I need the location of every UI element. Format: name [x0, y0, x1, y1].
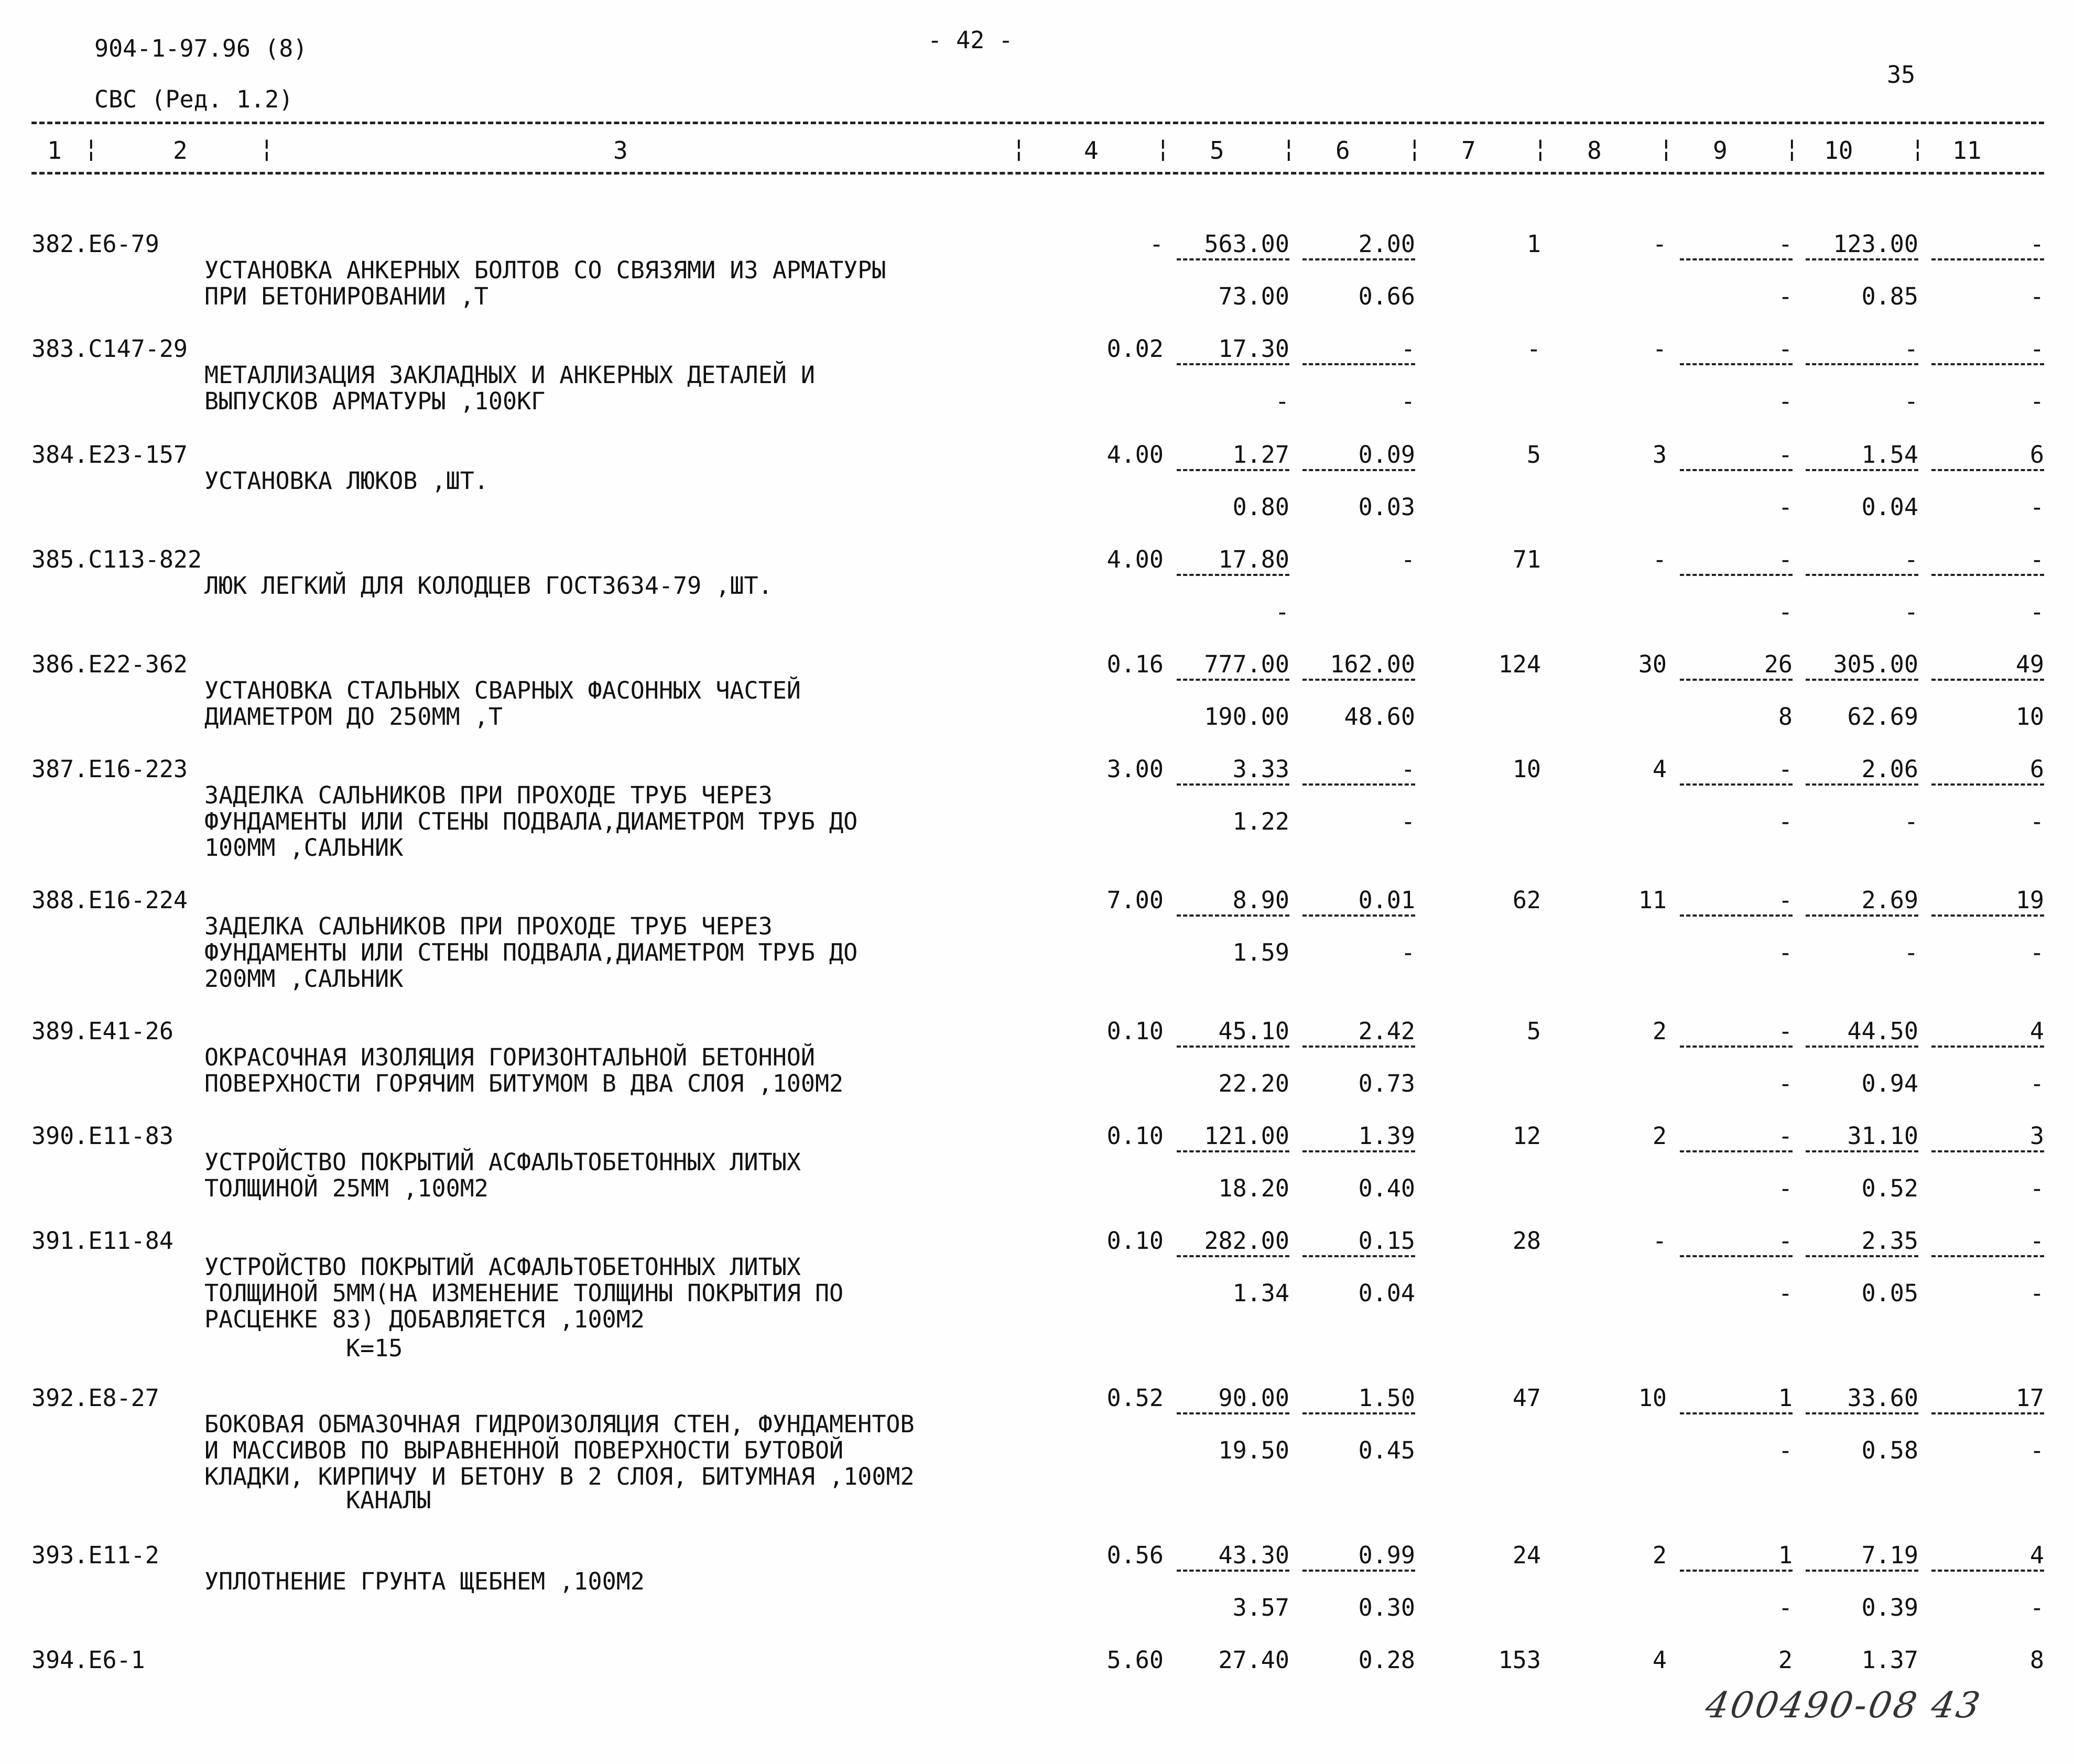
- fraction-line: [1806, 1150, 1918, 1152]
- column-separator: ¦: [1282, 134, 1296, 162]
- cell-c6-bottom: -: [1400, 387, 1415, 415]
- cell-c4-top: -: [1149, 230, 1164, 258]
- cell-c8-top: 2: [1652, 1017, 1667, 1045]
- cell-c7-top: 28: [1512, 1227, 1541, 1255]
- fraction-line: [1302, 1255, 1415, 1257]
- cell-c4-top: 0.56: [1106, 1541, 1164, 1569]
- handwritten-annotation: 400490-08 43: [1702, 1685, 1985, 1726]
- cell-c5-bottom: 73.00: [1218, 282, 1289, 310]
- cell-c9-top: 2: [1778, 1646, 1793, 1674]
- fraction-line: [1680, 1046, 1793, 1048]
- cell-c11-bottom: 10: [2015, 703, 2044, 731]
- cell-c4-top: 3.00: [1106, 755, 1164, 783]
- fraction-line: [1931, 914, 2044, 917]
- cell-c11-top: -: [2029, 546, 2044, 573]
- cell-c10-top: 7.19: [1861, 1541, 1918, 1569]
- cell-c5-bottom: 190.00: [1204, 703, 1289, 731]
- cell-c11-bottom: -: [2029, 1436, 2044, 1464]
- cell-c7-top: 47: [1512, 1384, 1541, 1412]
- cell-c6-bottom: -: [1400, 939, 1415, 966]
- fraction-line: [1302, 1150, 1415, 1152]
- cell-c5-top: 777.00: [1204, 650, 1289, 678]
- cell-c10-top: 305.00: [1833, 650, 1918, 678]
- cell-c11-bottom: -: [2029, 387, 2044, 415]
- cell-c5-top: 8.90: [1232, 886, 1289, 914]
- cell-c9-bottom: -: [1778, 808, 1793, 835]
- cell-c10-top: -: [1904, 546, 1918, 573]
- cell-c5-bottom: 1.22: [1232, 808, 1289, 835]
- fraction-line: [1177, 574, 1289, 576]
- cell-c6-bottom: 0.66: [1358, 282, 1415, 310]
- cell-c11-top: 8: [2029, 1646, 2044, 1674]
- row-code: 389.Е41-26: [31, 1017, 173, 1045]
- cell-c9-bottom: 8: [1778, 703, 1793, 731]
- cell-c10-top: -: [1904, 335, 1918, 363]
- fraction-line: [1806, 574, 1918, 576]
- cell-c4-top: 0.16: [1106, 650, 1164, 678]
- cell-c10-top: 1.54: [1861, 441, 1918, 469]
- row-description-line: ЗАДЕЛКА САЛЬНИКОВ ПРИ ПРОХОДЕ ТРУБ ЧЕРЕЗ: [204, 781, 773, 809]
- fraction-line: [1931, 1412, 2044, 1414]
- cell-c10-bottom: -: [1904, 939, 1918, 966]
- row-description-line: МЕТАЛЛИЗАЦИЯ ЗАКЛАДНЫХ И АНКЕРНЫХ ДЕТАЛЕЙ И: [204, 361, 815, 389]
- cell-c11-top: 17: [2015, 1384, 2044, 1412]
- cell-c11-top: 6: [2029, 755, 2044, 783]
- cell-c4-top: 0.02: [1106, 335, 1164, 363]
- cell-c8-top: -: [1652, 1227, 1667, 1255]
- cell-c10-bottom: -: [1904, 387, 1918, 415]
- cell-c9-top: 26: [1764, 650, 1793, 678]
- cell-c6-top: 1.50: [1358, 1384, 1415, 1412]
- row-description-line: 200ММ ,САЛЬНИК: [204, 965, 404, 993]
- cell-c5-top: 121.00: [1204, 1122, 1289, 1150]
- cell-c10-top: 31.10: [1847, 1122, 1918, 1150]
- row-description-line: ОКРАСОЧНАЯ ИЗОЛЯЦИЯ ГОРИЗОНТАЛЬНОЙ БЕТОННОЙ: [204, 1043, 815, 1071]
- cell-c8-top: 10: [1638, 1384, 1667, 1412]
- col-header-10: 10: [1824, 136, 1853, 165]
- fraction-line: [1177, 1412, 1289, 1414]
- cell-c6-top: 0.01: [1358, 886, 1415, 914]
- fraction-line: [1177, 258, 1289, 260]
- row-note: К=15: [346, 1334, 403, 1362]
- cell-c5-bottom: 1.34: [1232, 1279, 1289, 1307]
- fraction-line: [1806, 363, 1918, 365]
- cell-c6-top: -: [1400, 755, 1415, 783]
- header-bottom-rule: [31, 172, 2044, 175]
- fraction-line: [1806, 679, 1918, 681]
- row-note: КАНАЛЫ: [346, 1486, 431, 1514]
- cell-c9-top: -: [1778, 1122, 1793, 1150]
- fraction-line: [1680, 574, 1793, 576]
- cell-c5-top: 1.27: [1232, 441, 1289, 469]
- row-code: 388.Е16-224: [31, 886, 188, 914]
- fraction-line: [1680, 1412, 1793, 1414]
- cell-c9-top: 1: [1778, 1384, 1793, 1412]
- cell-c5-top: 17.80: [1218, 546, 1289, 573]
- cell-c11-top: 3: [2029, 1122, 2044, 1150]
- cell-c8-top: 30: [1638, 650, 1667, 678]
- row-description-line: УСТРОЙСТВО ПОКРЫТИЙ АСФАЛЬТОБЕТОННЫХ ЛИТЫХ: [204, 1253, 801, 1281]
- cell-c11-top: -: [2029, 230, 2044, 258]
- column-separator: ¦: [1407, 134, 1422, 162]
- cell-c11-bottom: -: [2029, 598, 2044, 626]
- row-description-line: БОКОВАЯ ОБМАЗОЧНАЯ ГИДРОИЗОЛЯЦИЯ СТЕН, ФУНДАМЕНТОВ: [204, 1410, 915, 1438]
- cell-c9-top: -: [1778, 755, 1793, 783]
- fraction-line: [1931, 1150, 2044, 1152]
- column-separator: ¦: [1910, 134, 1925, 162]
- program-version: СВС (Ред. 1.2): [94, 85, 294, 113]
- cell-c10-top: 2.35: [1861, 1227, 1918, 1255]
- cell-c6-top: -: [1400, 335, 1415, 363]
- cell-c6-top: 0.99: [1358, 1541, 1415, 1569]
- cell-c8-top: -: [1652, 335, 1667, 363]
- cell-c11-top: 4: [2029, 1017, 2044, 1045]
- cell-c10-top: 33.60: [1847, 1384, 1918, 1412]
- fraction-line: [1302, 1412, 1415, 1414]
- fraction-line: [1177, 1150, 1289, 1152]
- cell-c8-top: 3: [1652, 441, 1667, 469]
- cell-c9-top: -: [1778, 441, 1793, 469]
- cell-c4-top: 7.00: [1106, 886, 1164, 914]
- cell-c9-bottom: -: [1778, 598, 1793, 626]
- page-number-right: 35: [1887, 61, 1916, 89]
- fraction-line: [1931, 1046, 2044, 1048]
- col-header-7: 7: [1461, 136, 1476, 165]
- cell-c4-top: 0.10: [1106, 1227, 1164, 1255]
- cell-c11-bottom: -: [2029, 493, 2044, 521]
- cell-c6-bottom: 0.03: [1358, 493, 1415, 521]
- row-code: 384.Е23-157: [31, 441, 188, 469]
- row-description-line: ЛЮК ЛЕГКИЙ ДЛЯ КОЛОДЦЕВ ГОСТ3634-79 ,ШТ.: [204, 572, 773, 600]
- fraction-line: [1177, 1046, 1289, 1048]
- cell-c5-bottom: 3.57: [1232, 1594, 1289, 1621]
- cell-c5-top: 17.30: [1218, 335, 1289, 363]
- fraction-line: [1680, 363, 1793, 365]
- cell-c9-top: -: [1778, 1227, 1793, 1255]
- cell-c6-bottom: 0.04: [1358, 1279, 1415, 1307]
- fraction-line: [1680, 1150, 1793, 1152]
- cell-c11-top: -: [2029, 335, 2044, 363]
- column-separator: ¦: [1156, 134, 1170, 162]
- cell-c4-top: 4.00: [1106, 441, 1164, 469]
- cell-c10-bottom: 0.04: [1861, 493, 1918, 521]
- cell-c11-bottom: -: [2029, 1279, 2044, 1307]
- row-description-line: 100ММ ,САЛЬНИК: [204, 834, 404, 862]
- cell-c10-top: 1.37: [1861, 1646, 1918, 1674]
- page-number-center: - 42 -: [928, 26, 1013, 54]
- cell-c5-top: 45.10: [1218, 1017, 1289, 1045]
- cell-c11-bottom: -: [2029, 808, 2044, 835]
- fraction-line: [1931, 363, 2044, 365]
- fraction-line: [1931, 258, 2044, 260]
- row-description-line: ТОЛЩИНОЙ 25ММ ,100М2: [204, 1174, 488, 1202]
- cell-c8-top: 4: [1652, 1646, 1667, 1674]
- cell-c6-top: 0.28: [1358, 1646, 1415, 1674]
- cell-c10-bottom: 0.58: [1861, 1436, 1918, 1464]
- fraction-line: [1302, 783, 1415, 786]
- cell-c7-top: 10: [1512, 755, 1541, 783]
- col-header-4: 4: [1084, 136, 1099, 165]
- cell-c10-top: 123.00: [1833, 230, 1918, 258]
- row-description-line: УСТАНОВКА АНКЕРНЫХ БОЛТОВ СО СВЯЗЯМИ ИЗ АРМАТУРЫ: [204, 256, 886, 284]
- cell-c4-top: 0.10: [1106, 1017, 1164, 1045]
- row-description-line: РАСЦЕНКЕ 83) ДОБАВЛЯЕТСЯ ,100М2: [204, 1305, 645, 1333]
- cell-c8-top: 4: [1652, 755, 1667, 783]
- cell-c10-bottom: 0.52: [1861, 1174, 1918, 1202]
- cell-c9-bottom: -: [1778, 1279, 1793, 1307]
- fraction-line: [1177, 914, 1289, 917]
- cell-c7-top: 12: [1512, 1122, 1541, 1150]
- col-header-1: 1: [47, 136, 62, 165]
- cell-c9-bottom: -: [1778, 1594, 1793, 1621]
- cell-c5-bottom: 0.80: [1232, 493, 1289, 521]
- cell-c9-top: -: [1778, 546, 1793, 573]
- cell-c7-top: 24: [1512, 1541, 1541, 1569]
- fraction-line: [1177, 1570, 1289, 1572]
- fraction-line: [1302, 1570, 1415, 1572]
- row-description-line: УСТРОЙСТВО ПОКРЫТИЙ АСФАЛЬТОБЕТОННЫХ ЛИТЫХ: [204, 1148, 801, 1176]
- cell-c11-top: 6: [2029, 441, 2044, 469]
- cell-c9-bottom: -: [1778, 493, 1793, 521]
- cell-c6-top: 0.15: [1358, 1227, 1415, 1255]
- fraction-line: [1680, 679, 1793, 681]
- cell-c5-bottom: 1.59: [1232, 939, 1289, 966]
- cell-c6-bottom: 0.30: [1358, 1594, 1415, 1621]
- row-description-line: УСТАНОВКА СТАЛЬНЫХ СВАРНЫХ ФАСОННЫХ ЧАСТЕЙ: [204, 677, 801, 704]
- fraction-line: [1680, 783, 1793, 786]
- fraction-line: [1931, 574, 2044, 576]
- fraction-line: [1680, 914, 1793, 917]
- cell-c7-top: 71: [1512, 546, 1541, 573]
- cell-c7-top: 5: [1526, 1017, 1541, 1045]
- cell-c9-bottom: -: [1778, 282, 1793, 310]
- cell-c5-top: 3.33: [1232, 755, 1289, 783]
- fraction-line: [1302, 914, 1415, 917]
- cell-c8-top: -: [1652, 230, 1667, 258]
- fraction-line: [1177, 469, 1289, 471]
- row-description-line: ФУНДАМЕНТЫ ИЛИ СТЕНЫ ПОДВАЛА,ДИАМЕТРОМ ТРУБ ДО: [204, 808, 858, 835]
- row-description-line: ПРИ БЕТОНИРОВАНИИ ,Т: [204, 282, 488, 310]
- cell-c9-bottom: -: [1778, 939, 1793, 966]
- cell-c7-top: 62: [1512, 886, 1541, 914]
- fraction-line: [1680, 1255, 1793, 1257]
- cell-c11-top: -: [2029, 1227, 2044, 1255]
- cell-c9-bottom: -: [1778, 1174, 1793, 1202]
- cell-c8-top: 2: [1652, 1122, 1667, 1150]
- col-header-11: 11: [1952, 136, 1982, 165]
- cell-c8-top: 11: [1638, 886, 1667, 914]
- col-header-6: 6: [1335, 136, 1350, 165]
- cell-c9-bottom: -: [1778, 387, 1793, 415]
- col-header-5: 5: [1210, 136, 1224, 165]
- cell-c5-top: 43.30: [1218, 1541, 1289, 1569]
- row-code: 386.Е22-362: [31, 650, 188, 678]
- cell-c10-bottom: 0.05: [1861, 1279, 1918, 1307]
- fraction-line: [1931, 469, 2044, 471]
- row-description-line: ФУНДАМЕНТЫ ИЛИ СТЕНЫ ПОДВАЛА,ДИАМЕТРОМ ТРУБ ДО: [204, 939, 858, 966]
- fraction-line: [1302, 258, 1415, 260]
- cell-c7-top: 1: [1526, 230, 1541, 258]
- col-header-2: 2: [173, 136, 188, 165]
- cell-c6-top: 2.42: [1358, 1017, 1415, 1045]
- cell-c10-bottom: -: [1904, 598, 1918, 626]
- fraction-line: [1302, 1046, 1415, 1048]
- row-description-line: УПЛОТНЕНИЕ ГРУНТА ЩЕБНЕМ ,100М2: [204, 1567, 645, 1595]
- cell-c5-bottom: 19.50: [1218, 1436, 1289, 1464]
- cell-c8-top: 2: [1652, 1541, 1667, 1569]
- cell-c5-bottom: 22.20: [1218, 1070, 1289, 1097]
- fraction-line: [1931, 783, 2044, 786]
- fraction-line: [1806, 1255, 1918, 1257]
- header-top-rule: [31, 122, 2044, 124]
- fraction-line: [1680, 1570, 1793, 1572]
- cell-c6-top: 0.09: [1358, 441, 1415, 469]
- cell-c5-bottom: -: [1275, 387, 1289, 415]
- cell-c6-bottom: -: [1400, 808, 1415, 835]
- cell-c5-top: 563.00: [1204, 230, 1289, 258]
- fraction-line: [1177, 363, 1289, 365]
- column-separator: ¦: [1785, 134, 1799, 162]
- cell-c11-top: 19: [2015, 886, 2044, 914]
- row-description-line: ЗАДЕЛКА САЛЬНИКОВ ПРИ ПРОХОДЕ ТРУБ ЧЕРЕЗ: [204, 912, 773, 940]
- col-header-9: 9: [1713, 136, 1728, 165]
- cell-c6-top: 2.00: [1358, 230, 1415, 258]
- fraction-line: [1931, 1255, 2044, 1257]
- cell-c10-bottom: 0.39: [1861, 1594, 1918, 1621]
- cell-c10-top: 2.69: [1861, 886, 1918, 914]
- row-description-line: УСТАНОВКА ЛЮКОВ ,ШТ.: [204, 467, 488, 495]
- cell-c11-top: 49: [2015, 650, 2044, 678]
- cell-c6-bottom: 0.73: [1358, 1070, 1415, 1097]
- cell-c9-top: -: [1778, 1017, 1793, 1045]
- cell-c9-bottom: -: [1778, 1436, 1793, 1464]
- cell-c9-top: -: [1778, 230, 1793, 258]
- row-description-line: ДИАМЕТРОМ ДО 250ММ ,Т: [204, 703, 503, 731]
- cell-c5-top: 27.40: [1218, 1646, 1289, 1674]
- cell-c10-bottom: -: [1904, 808, 1918, 835]
- cell-c6-bottom: 0.40: [1358, 1174, 1415, 1202]
- cell-c9-top: -: [1778, 335, 1793, 363]
- cell-c6-top: -: [1400, 546, 1415, 573]
- cell-c7-top: 153: [1498, 1646, 1541, 1674]
- fraction-line: [1806, 783, 1918, 786]
- row-description-line: ТОЛЩИНОЙ 5ММ(НА ИЗМЕНЕНИЕ ТОЛЩИНЫ ПОКРЫТИЯ ПО: [204, 1279, 844, 1307]
- fraction-line: [1931, 1570, 2044, 1572]
- cell-c10-bottom: 0.94: [1861, 1070, 1918, 1097]
- cell-c5-top: 90.00: [1218, 1384, 1289, 1412]
- fraction-line: [1806, 469, 1918, 471]
- fraction-line: [1806, 914, 1918, 917]
- cell-c8-top: -: [1652, 546, 1667, 573]
- fraction-line: [1680, 469, 1793, 471]
- cell-c10-top: 44.50: [1847, 1017, 1918, 1045]
- cell-c6-top: 1.39: [1358, 1122, 1415, 1150]
- row-description-line: ПОВЕРХНОСТИ ГОРЯЧИМ БИТУМОМ В ДВА СЛОЯ ,100М2: [204, 1070, 844, 1097]
- fraction-line: [1302, 469, 1415, 471]
- cell-c11-bottom: -: [2029, 1594, 2044, 1621]
- cell-c6-bottom: 0.45: [1358, 1436, 1415, 1464]
- cell-c7-top: -: [1526, 335, 1541, 363]
- row-code: 392.Е8-27: [31, 1384, 159, 1412]
- col-header-8: 8: [1587, 136, 1602, 165]
- cell-c11-top: 4: [2029, 1541, 2044, 1569]
- cell-c11-bottom: -: [2029, 939, 2044, 966]
- cell-c7-top: 5: [1526, 441, 1541, 469]
- column-separator: ¦: [1533, 134, 1548, 162]
- cell-c9-top: -: [1778, 886, 1793, 914]
- row-code: 394.Е6-1: [31, 1646, 145, 1674]
- cell-c11-bottom: -: [2029, 1174, 2044, 1202]
- cell-c4-top: 5.60: [1106, 1646, 1164, 1674]
- fraction-line: [1177, 679, 1289, 681]
- fraction-line: [1177, 1255, 1289, 1257]
- cell-c9-top: 1: [1778, 1541, 1793, 1569]
- cell-c11-bottom: -: [2029, 282, 2044, 310]
- fraction-line: [1806, 1046, 1918, 1048]
- cell-c4-top: 0.10: [1106, 1122, 1164, 1150]
- cell-c7-top: 124: [1498, 650, 1541, 678]
- row-code: 393.Е11-2: [31, 1541, 159, 1569]
- fraction-line: [1806, 1570, 1918, 1572]
- fraction-line: [1806, 1412, 1918, 1414]
- column-separator: ¦: [84, 134, 99, 162]
- column-separator: ¦: [259, 134, 274, 162]
- column-separator: ¦: [1012, 134, 1026, 162]
- fraction-line: [1177, 783, 1289, 786]
- row-description-line: И МАССИВОВ ПО ВЫРАВНЕННОЙ ПОВЕРХНОСТИ БУТОВОЙ: [204, 1436, 844, 1464]
- cell-c11-bottom: -: [2029, 1070, 2044, 1097]
- fraction-line: [1931, 679, 2044, 681]
- row-code: 385.С113-822: [31, 546, 202, 573]
- cell-c5-bottom: 18.20: [1218, 1174, 1289, 1202]
- cell-c5-top: 282.00: [1204, 1227, 1289, 1255]
- row-description-line: КЛАДКИ, КИРПИЧУ И БЕТОНУ В 2 СЛОЯ, БИТУМНАЯ ,100М2: [204, 1463, 915, 1490]
- cell-c4-top: 4.00: [1106, 546, 1164, 573]
- fraction-line: [1302, 363, 1415, 365]
- fraction-line: [1302, 679, 1415, 681]
- cell-c10-bottom: 62.69: [1847, 703, 1918, 731]
- cell-c10-bottom: 0.85: [1861, 282, 1918, 310]
- cell-c5-bottom: -: [1275, 598, 1289, 626]
- fraction-line: [1806, 258, 1918, 260]
- cell-c10-top: 2.06: [1861, 755, 1918, 783]
- row-code: 391.Е11-84: [31, 1227, 173, 1255]
- fraction-line: [1680, 258, 1793, 260]
- cell-c6-top: 162.00: [1330, 650, 1415, 678]
- row-description-line: ВЫПУСКОВ АРМАТУРЫ ,100КГ: [204, 387, 546, 415]
- row-code: 382.Е6-79: [31, 230, 159, 258]
- cell-c6-bottom: 48.60: [1344, 703, 1415, 731]
- document-code: 904-1-97.96 (8): [94, 35, 308, 62]
- row-code: 387.Е16-223: [31, 755, 188, 783]
- row-code: 383.С147-29: [31, 335, 188, 363]
- column-separator: ¦: [1659, 134, 1674, 162]
- col-header-3: 3: [613, 136, 628, 165]
- cell-c4-top: 0.52: [1106, 1384, 1164, 1412]
- row-code: 390.Е11-83: [31, 1122, 173, 1150]
- cell-c9-bottom: -: [1778, 1070, 1793, 1097]
